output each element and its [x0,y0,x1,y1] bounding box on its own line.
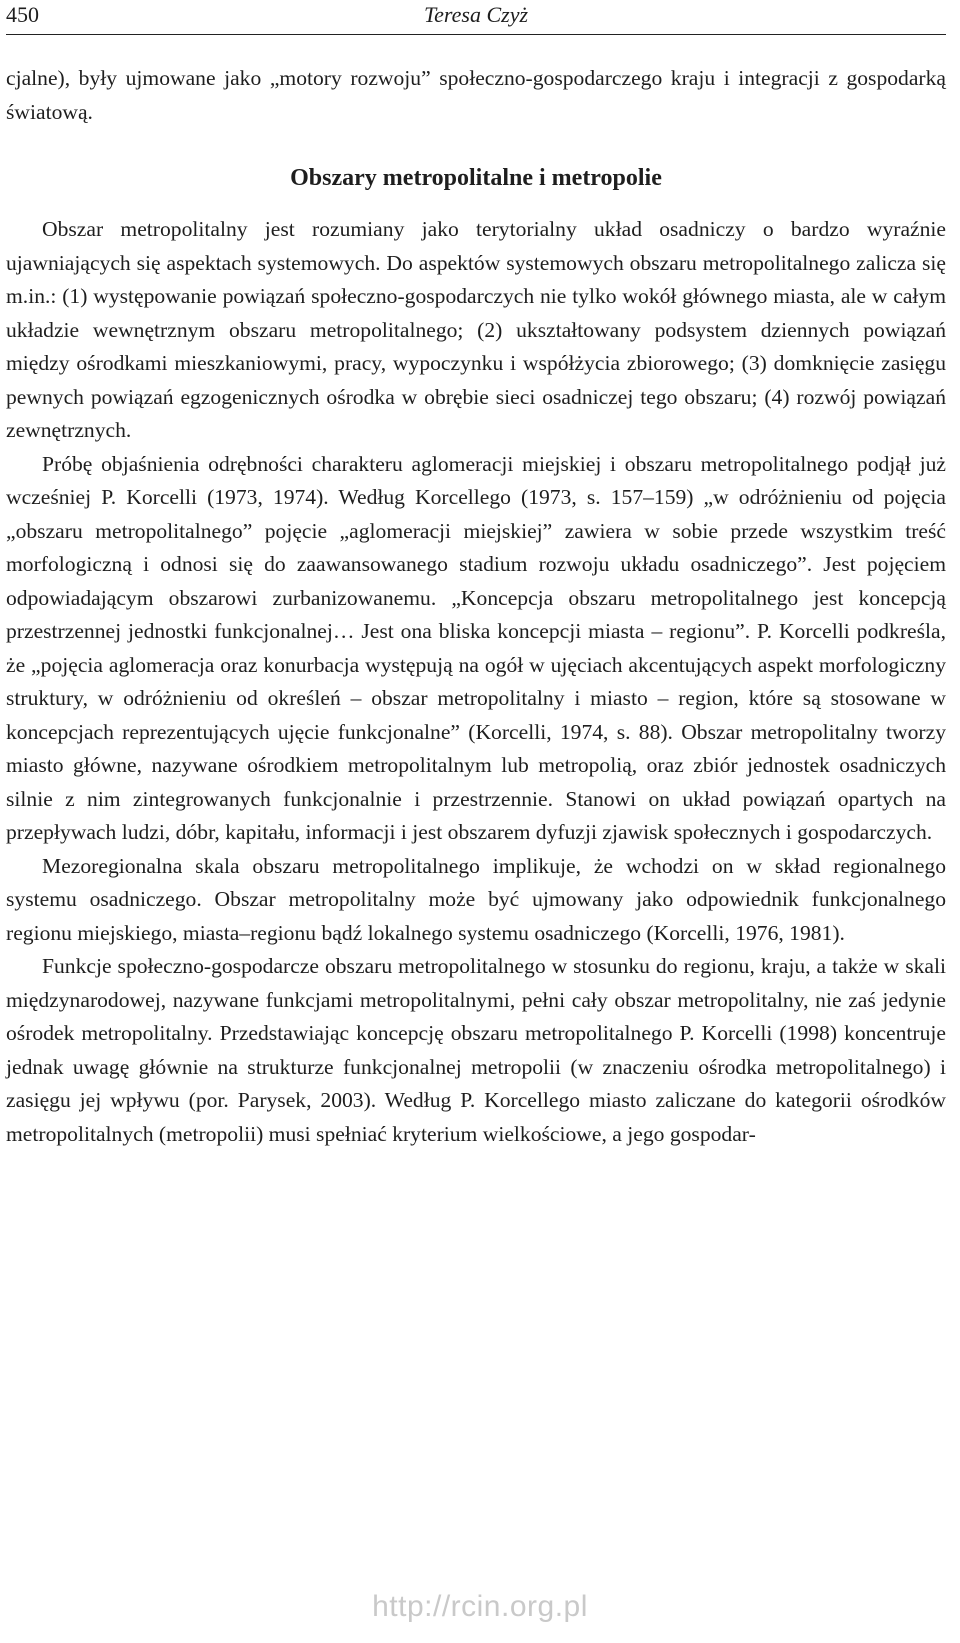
body-text [6,62,946,1151]
paragraph: Obszar metropolitalny jest rozumiany jako terytorialny układ osadniczy o bardzo wyraźnie ujawniających się aspektach systemowych. Do aspektów systemowych obszaru metropolitalnego zalicza się m.in.: (1) występowanie powiązań społeczno-gospodarczych nie tylko wokół głównego miasta, ale w całym układzie wewnętrznym obszaru metropolitalnego; (2) ukształtowany podsystem dziennych powiązań między ośrodkami mieszkaniowymi, pracy, wypoczynku i współżycia zbiorowego; (3) domknięcie zasięgu pewnych powiązań egzogenicznych ośrodka w obrębie sieci osadniczej tego obszaru; (4) rozwój powiązań zewnętrznych. [6,217,946,442]
page-header [6,0,946,35]
running-head: Teresa Czyż [423,2,529,27]
paragraph: Funkcje społeczno-gospodarcze obszaru metropolitalnego w stosunku do regionu, kraju, a także w skali międzynarodowej, nazywane funkcjami metropolitalnymi, pełni cały obszar metropolitalny, nie zaś jedynie ośrodek metropolitalny. Przedstawiając koncepcję obszaru metropolitalnego P. Korcelli (1998) koncentruje jednak uwagę głównie na strukturze funkcjonalnej metropolii (w znaczeniu ośrodka metropolitalnego) i zasięgu jej wpływu (por. Parysek, 2003). Według P. Korcellego miasto zaliczane do kategorii ośrodków metropolitalnych (metropolii) musi spełniać kryterium wielkościowe, a jego gospodar- [6,954,946,1146]
paragraph: Mezoregionalna skala obszaru metropolitalnego implikuje, że wchodzi on w skład regionalnego systemu osadniczego. Obszar metropolitalny może być ujmowany jako odpowiednik funkcjonalnego regionu miejskiego, miasta–regionu bądź lokalnego systemu osadniczego (Korcelli, 1976, 1981). [6,853,946,945]
watermark-url: http://rcin.org.pl [372,1590,588,1623]
paragraph-continuation: cjalne), były ujmowane jako „motory rozwoju” społeczno-gospodarczego kraju i integracji z gospodarką światową. [6,66,946,124]
section-heading: Obszary metropolitalne i metropolie [290,165,662,191]
paragraph: Próbę objaśnienia odrębności charakteru aglomeracji miejskiej i obszaru metropolitalnego podjął już wcześniej P. Korcelli (1973, 1974). Według Korcellego (1973, s. 157–159) „w odróżnieniu od pojęcia „obszaru metropolitalnego” pojęcie „aglomeracji miejskiej” zawiera w sobie przede wszystkim treść morfologiczną i odnosi się do zaawansowanego stadium rozwoju układu osadniczego”. Jest pojęciem odpowiadającym obszarowi zurbanizowanemu. „Koncepcja obszaru metropolitalnego jest koncepcją przestrzennej jednostki funkcjonalnej… Jest ona bliska koncepcji miasta – regionu”. P. Korcelli podkreśla, że „pojęcia aglomeracja oraz konurbacja występują na ogół w ujęciach akcentujących aspekt morfologiczny struktury, w odróżnieniu od określeń – obszar metropolitalny i miasto – region, które są stosowane w koncepcjach reprezentujących ujęcie funkcjonalne” (Korcelli, 1974, s. 88). Obszar metropolitalny tworzy miasto główne, nazywane ośrodkiem metropolitalnym lub metropolią, oraz zbiór jednostek osadniczych silnie z nim zintegrowanych funkcjonalnie i przestrzennie. Stanowi on układ powiązań opartych na przepływach ludzi, dóbr, kapitału, informacji i jest obszarem dyfuzji zjawisk społecznych i gospodarczych. [6,451,946,844]
page-number: 450 [6,2,39,27]
